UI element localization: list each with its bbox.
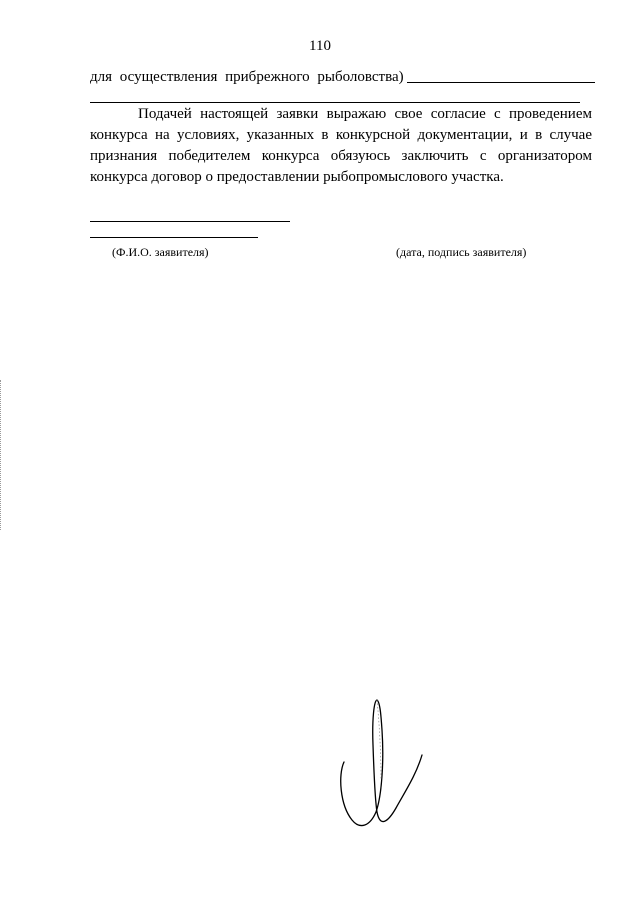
purpose-continuation-line — [90, 102, 580, 103]
purpose-line — [90, 66, 595, 86]
consent-paragraph: Подачей настоящей заявки выражаю свое согласие с проведением конкурса на условиях, указанных в конкурсной документации, и в случае признания победителем конкурса обязуюсь заключить с организатором конкурса договор о предоставлении рыбопромыслового участка. — [90, 106, 592, 185]
date-signature-label: (дата, подпись заявителя) — [396, 245, 527, 259]
purpose-fill-line — [407, 82, 595, 83]
page-number: 110 — [309, 38, 331, 54]
purpose-text: для осуществления прибрежного рыболовства) — [90, 69, 404, 85]
fio-label: (Ф.И.О. заявителя) — [112, 245, 209, 259]
scan-edge-artifact — [0, 380, 3, 530]
fio-line-secondary — [90, 237, 258, 238]
handwritten-signature — [330, 690, 440, 835]
fio-line — [90, 221, 290, 222]
